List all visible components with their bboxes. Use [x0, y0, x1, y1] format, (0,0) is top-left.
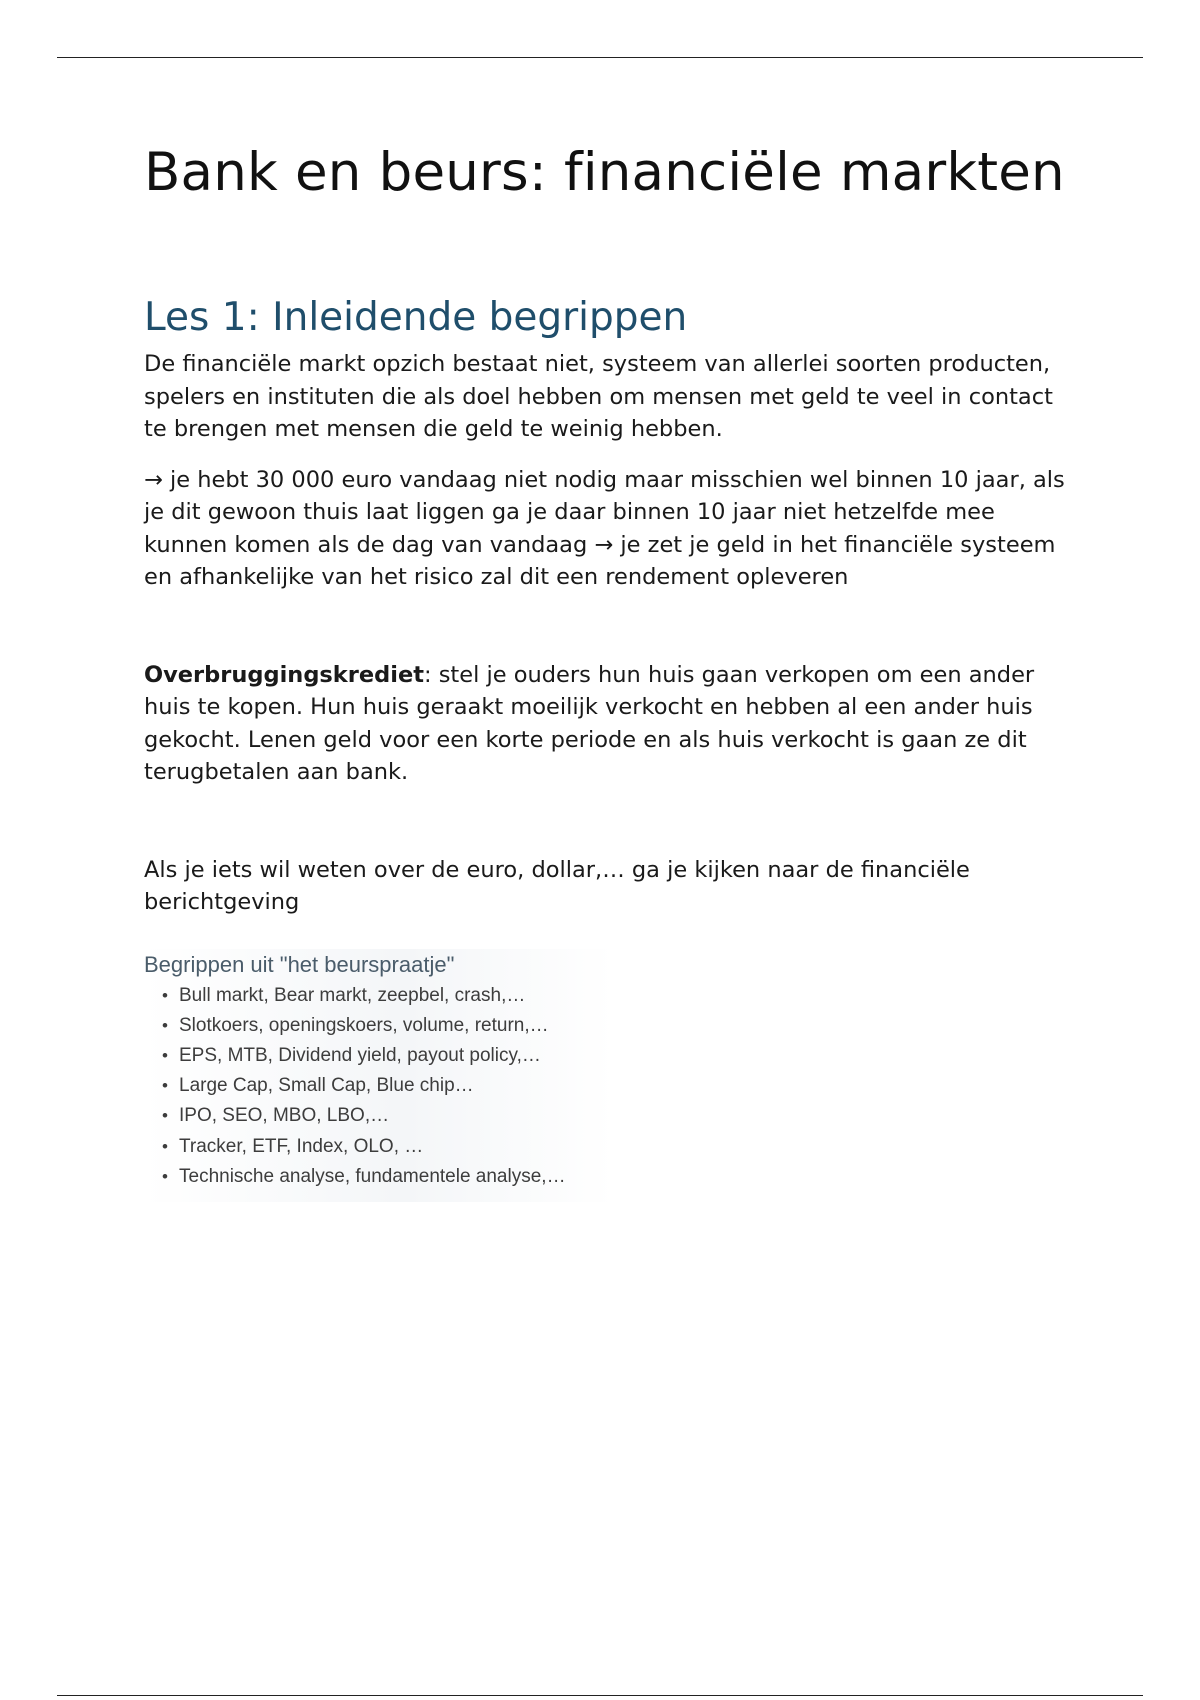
slide-list-item-text: Large Cap, Small Cap, Blue chip… [179, 1075, 474, 1097]
paragraph-berichtgeving: Als je iets wil weten over de euro, dollar,… ga je kijken naar de financiële berichtgeving [144, 856, 970, 915]
bullet-icon: • [162, 1166, 168, 1186]
paragraph-definition: De financiële markt opzich bestaat niet, systeem van allerlei soorten producten, spelers en instituten die als doel hebben om mensen met geld te veel in contact te brengen met mensen die geld te weinig hebben. [144, 351, 1053, 442]
bullet-icon: • [162, 985, 168, 1005]
slide-list-item [162, 1011, 614, 1041]
slide-list-item [162, 981, 614, 1011]
slide-list-item [162, 1071, 614, 1101]
paragraph-overbruggingskrediet [144, 659, 1074, 789]
slide-list-item-text: Slotkoers, openingskoers, volume, return,… [179, 1014, 549, 1036]
slide-list-item-text: EPS, MTB, Dividend yield, payout policy,… [179, 1044, 541, 1066]
slide-list-item [162, 1041, 614, 1071]
slide-list-item [162, 1132, 614, 1162]
term-overbruggingskrediet: Overbruggingskrediet [144, 661, 424, 688]
slide-bullet-list [144, 981, 614, 1192]
embedded-slide-image [144, 949, 614, 1202]
paragraph-example: → je hebt 30 000 euro vandaag niet nodig maar misschien wel binnen 10 jaar, als je dit gewoon thuis laat liggen ga je daar binnen 10 jaar niet hetzelfde mee kunnen komen als de dag van vandaag → je zet je geld in het financiële systeem en afhankelijke van het risico zal dit een rendement opleveren [144, 466, 1065, 590]
document-title: Bank en beurs: financiële markten [144, 142, 1065, 203]
definition-overbruggingskrediet: : stel je ouders hun huis gaan verkopen om een ander huis te kopen. Hun huis geraakt moeilijk verkocht en hebben al een ander huis gekocht. Lenen geld voor een korte periode en als huis verkocht is gaan ze dit terugbetalen aan bank. [144, 661, 1035, 785]
bullet-icon: • [162, 1015, 168, 1035]
page-bottom-rule [57, 1695, 1143, 1696]
slide-list-item-text: Tracker, ETF, Index, OLO, … [179, 1135, 424, 1157]
page-top-rule [57, 57, 1143, 58]
slide-list-item [162, 1101, 614, 1131]
bullet-icon: • [162, 1136, 168, 1156]
slide-list-item [162, 1162, 614, 1192]
slide-list-item-text: IPO, SEO, MBO, LBO,… [179, 1105, 390, 1127]
slide-list-item-text: Technische analyse, fundamentele analyse,… [179, 1165, 566, 1187]
bullet-icon: • [162, 1106, 168, 1126]
slide-list-item-text: Bull markt, Bear markt, zeepbel, crash,… [179, 984, 526, 1006]
bullet-icon: • [162, 1045, 168, 1065]
slide-title: Begrippen uit "het beurspraatje" [144, 951, 455, 977]
bullet-icon: • [162, 1076, 168, 1096]
section-heading-les-1: Les 1: Inleidende begrippen [144, 295, 688, 340]
document-body [144, 140, 1074, 1202]
